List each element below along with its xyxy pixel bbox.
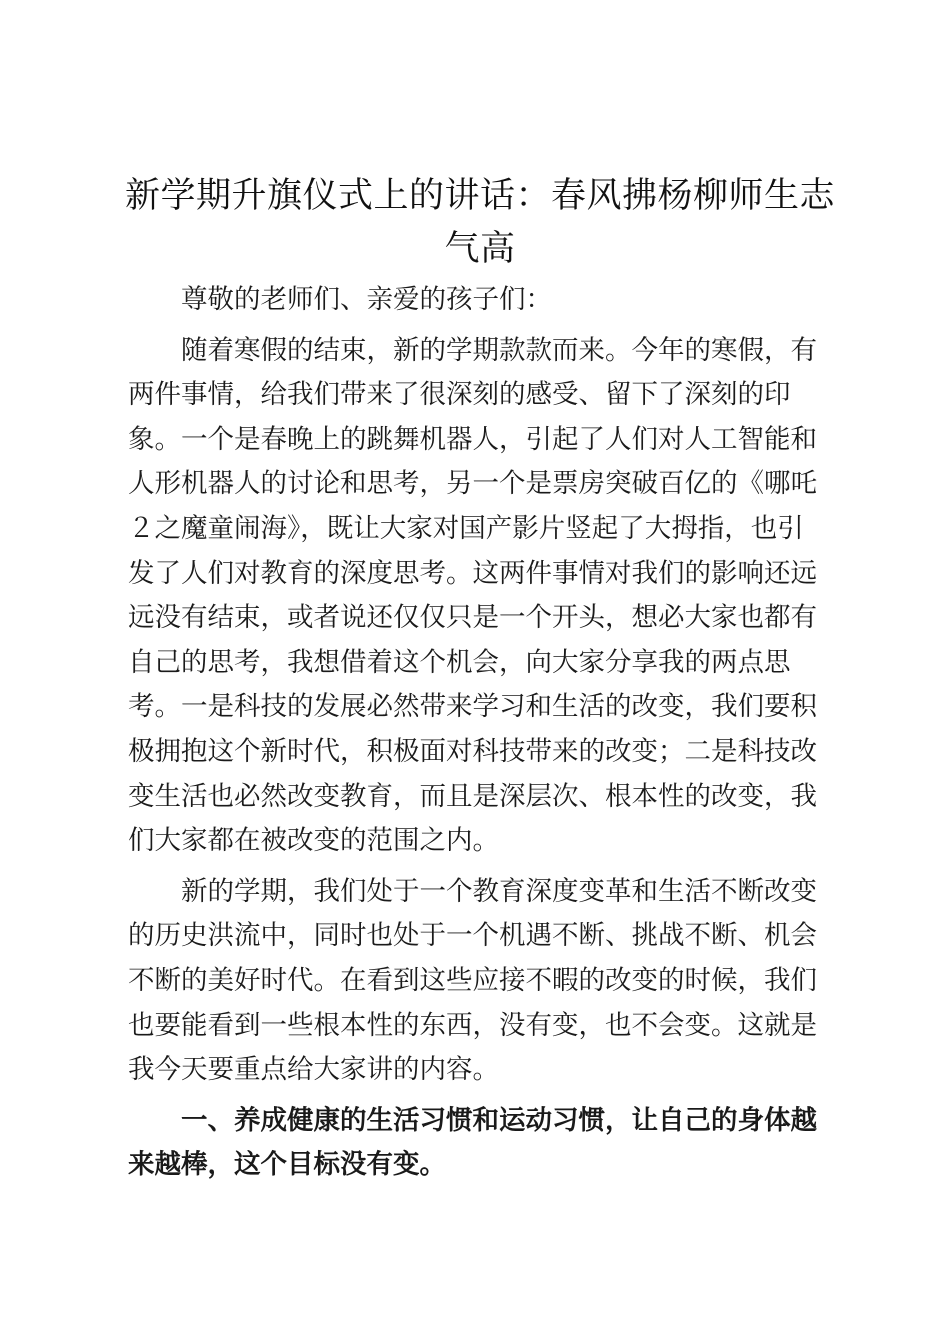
body-paragraph: 新的学期，我们处于一个教育深度变革和生活不断改变的历史洪流中，同时也处于一个机遇不断、挑战不断、机会不断的美好时代。在看到这些应接不暇的改变的时候，我们也要能看到一些根本性的东西，没有变，也不会变。这就是我今天要重点给大家讲的内容。 [128,875,817,1086]
document-title: 新学期升旗仪式上的讲话：春风拂杨柳师生志气高 [124,176,835,269]
document-body [128,278,818,1188]
salutation: 尊敬的老师们、亲爱的孩子们： [181,284,552,315]
body-paragraph: 随着寒假的结束，新的学期款款而来。今年的寒假，有两件事情，给我们带来了很深刻的感受、留下了深刻的印象。一个是春晚上的跳舞机器人，引起了人们对人工智能和人形机器人的讨论和思考，另一个是票房突破百亿的《哪吒２之魔童闹海》，既让大家对国产影片竖起了大拇指，也引发了人们对教育的深度思考。这两件事情对我们的影响还远远没有结束，或者说还仅仅只是一个开头，想必大家也都有自己的思考，我想借着这个机会，向大家分享我的两点思考。一是科技的发展必然带来学习和生活的改变，我们要积极拥抱这个新时代，积极面对科技带来的改变；二是科技改变生活也必然改变教育，而且是深层次、根本性的改变，我们大家都在被改变的范围之内。 [128,334,817,857]
section-heading: 一、养成健康的生活习惯和运动习惯，让自己的身体越来越棒，这个目标没有变。 [128,1104,817,1181]
